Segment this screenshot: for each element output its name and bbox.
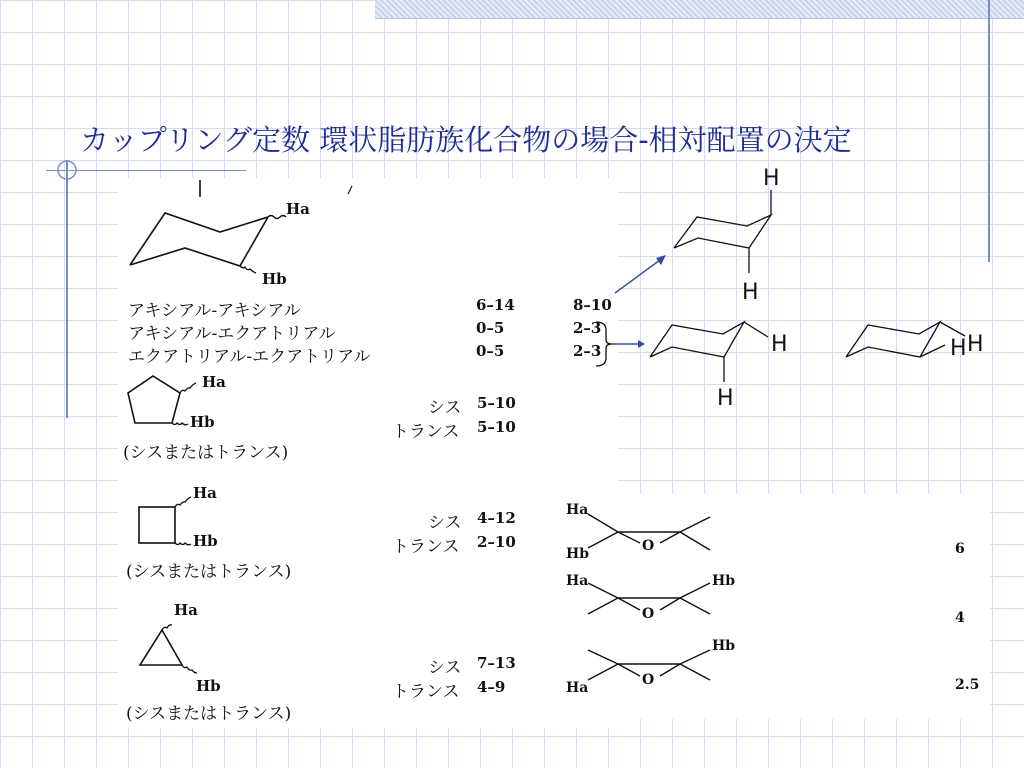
propane-trans: 4–9: [477, 678, 506, 696]
row1-v1: 6–14: [476, 296, 515, 314]
chair-equatorial-equatorial: [846, 322, 940, 357]
chair2-h-eq: H: [771, 332, 788, 357]
chair3-h-1: H: [950, 336, 967, 361]
chair2-h-ax: H: [717, 386, 734, 411]
butane-hb: Hb: [193, 532, 218, 550]
row3-v1: 0–5: [476, 342, 505, 360]
pentane-cis-label: シス: [428, 398, 462, 418]
row1-label: アキシアル-アキシアル: [128, 301, 301, 321]
epoxide1-ha: Ha: [566, 502, 589, 518]
propane-ha: Ha: [174, 601, 198, 619]
butane-trans-label: トランス: [392, 537, 460, 557]
page-title: カップリング定数 環状脂肪族化合物の場合-相対配置の決定: [80, 123, 852, 157]
propane-cis: 7–13: [477, 654, 516, 672]
pentane-note: (シスまたはトランス): [123, 443, 289, 463]
epoxide3-value: 2.5: [955, 677, 980, 693]
cyclohexane-chair: [130, 213, 268, 266]
epoxide2-o: O: [642, 606, 655, 622]
wavy-bond-b: [240, 266, 256, 273]
propane-cis-label: シス: [428, 658, 462, 678]
epoxide1-hb: Hb: [566, 546, 590, 562]
epoxide2-value: 4: [955, 610, 965, 626]
cyclobutane-ring: [139, 507, 175, 543]
chair1-h-bottom: H: [742, 280, 759, 305]
hexane-ha: Ha: [286, 200, 310, 218]
propane-trans-label: トランス: [392, 682, 460, 702]
wavy-bond-a: [268, 216, 286, 219]
chair3-h-2: H: [967, 332, 984, 357]
cyclopropane-ring: [140, 630, 182, 665]
epoxide1-o: O: [642, 538, 655, 554]
pentane-trans: 5–10: [477, 418, 516, 436]
row2-v2: 2–3: [573, 319, 602, 337]
epoxide3-hb: Hb: [712, 638, 736, 654]
butane-note: (シスまたはトランス): [126, 562, 292, 582]
epoxide3-o: O: [642, 672, 655, 688]
propane-note: (シスまたはトランス): [126, 704, 292, 724]
butane-cis: 4–12: [477, 509, 516, 527]
butane-cis-label: シス: [428, 513, 462, 533]
epoxide3-ha: Ha: [566, 680, 589, 696]
chair-axial-equatorial: [650, 322, 744, 357]
pentane-cis: 5–10: [477, 394, 516, 412]
cyclopentane-ring: [128, 376, 180, 423]
row3-v2: 2–3: [573, 342, 602, 360]
row2-label: アキシアル-エクアトリアル: [128, 324, 336, 344]
pentane-ha: Ha: [202, 373, 226, 391]
chair1-h-top: H: [763, 166, 780, 191]
propane-hb: Hb: [196, 677, 221, 695]
row2-v1: 0–5: [476, 319, 505, 337]
butane-trans: 2–10: [477, 533, 516, 551]
butane-ha: Ha: [193, 484, 217, 502]
row1-v2: 8–10: [573, 296, 612, 314]
epoxide2-ha: Ha: [566, 573, 589, 589]
epoxide2-hb: Hb: [712, 573, 736, 589]
chair-axial-axial: [674, 215, 771, 248]
hexane-hb: Hb: [262, 270, 287, 288]
pentane-trans-label: トランス: [392, 422, 460, 442]
pentane-hb: Hb: [190, 413, 215, 431]
epoxide1-value: 6: [955, 541, 965, 557]
row3-label: エクアトリアル-エクアトリアル: [128, 347, 371, 367]
